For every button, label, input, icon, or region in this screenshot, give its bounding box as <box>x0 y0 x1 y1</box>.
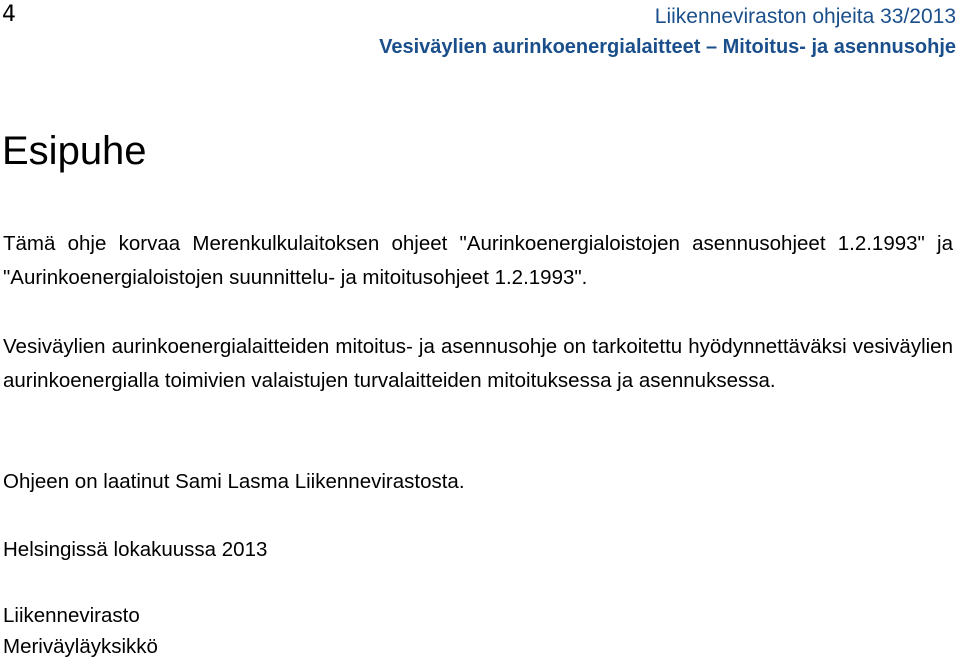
section-heading: Esipuhe <box>2 129 147 173</box>
paragraph-author: Ohjeen on laatinut Sami Lasma Liikennevirastosta. <box>3 470 465 493</box>
series-title: Liikenneviraston ohjeita 33/2013 <box>654 5 956 28</box>
document-title: Vesiväylien aurinkoenergialaitteet – Mitoitus- ja asennusohje <box>379 36 956 58</box>
signature-unit: Meriväyläyksikkö <box>3 635 158 658</box>
paragraph-replacement-notice: Tämä ohje korvaa Merenkulkulaitoksen ohjeet "Aurinkoenergialoistojen asennusohjeet 1.2.1993" ja "Aurinkoenergialoistojen suunnittelu- ja mitoitusohjeet 1.2.1993". <box>3 232 953 289</box>
page-number: 4 <box>2 2 16 27</box>
signature-block <box>3 600 158 662</box>
paragraph-place-date: Helsingissä lokakuussa 2013 <box>3 538 268 561</box>
paragraph-purpose: Vesiväylien aurinkoenergialaitteiden mitoitus- ja asennusohje on tarkoitettu hyödynnettäväksi vesiväylien aurinkoenergialla toimivien valaistujen turvalaitteiden mitoituksessa ja asennuksessa. <box>3 335 953 392</box>
signature-organization: Liikennevirasto <box>3 604 140 627</box>
running-header <box>379 2 956 62</box>
